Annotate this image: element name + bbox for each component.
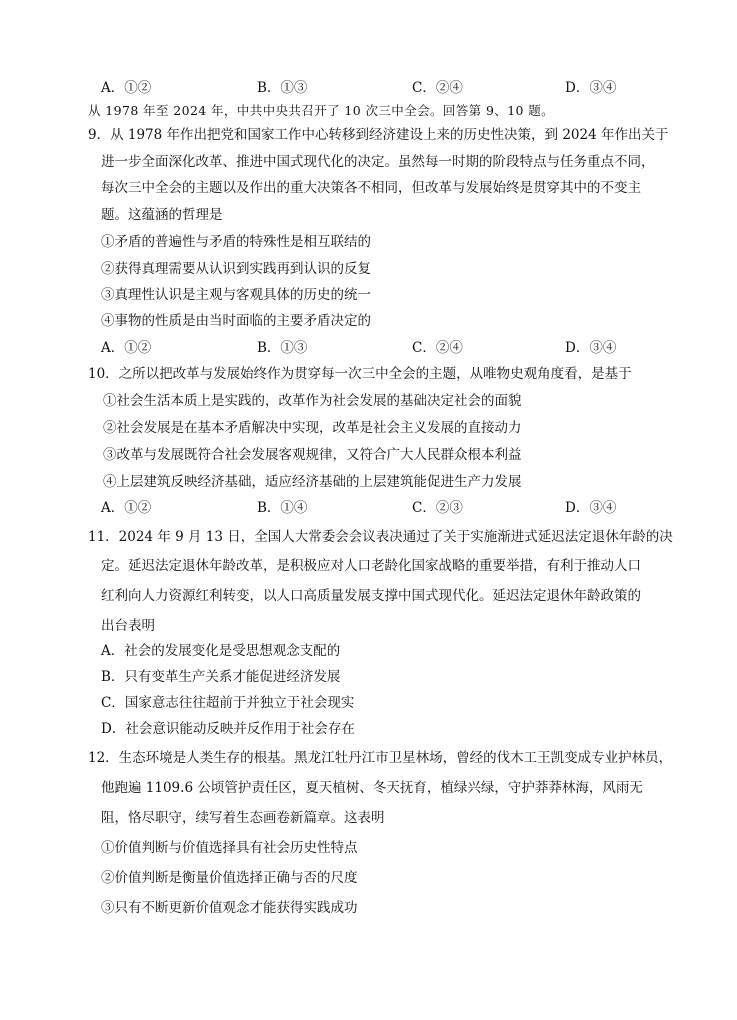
q9-stem-line: 题。这蕴涵的哲理是 [101, 207, 223, 223]
prev-question-options [101, 79, 661, 97]
q10-options [101, 499, 661, 517]
q11-stem-line: 出台表明 [101, 618, 155, 634]
q9-item: ③真理性认识是主观与客观具体的历史的统一 [101, 287, 371, 303]
option-a: A．①② [101, 500, 152, 516]
q9-options [101, 339, 661, 357]
q11-choice-d: D．社会意识能动反映并反作用于社会存在 [101, 721, 355, 737]
q9-stem-line: 每次三中全会的主题以及作出的重大决策各不相同，但改革与发展始终是贯穿其中的不变主 [101, 180, 641, 196]
option-b: B．①③ [257, 340, 308, 356]
q12-stem-line: 他跑遍 1109.6 公顷管护责任区，夏天植树、冬天抚育，植绿兴绿，守护莽莽林海，风雨无 [101, 780, 643, 796]
option-c: C．②③ [412, 500, 463, 516]
q10-item: ②社会发展是在基本矛盾解决中实现，改革是社会主义发展的直接动力 [103, 420, 522, 436]
q12-item: ②价值判断是衡量价值选择正确与否的尺度 [101, 870, 358, 886]
q11-choice-c: C．国家意志往往超前于并独立于社会现实 [101, 695, 355, 711]
q12-stem-line: 12．生态环境是人类生存的根基。黑龙江牡丹江市卫星林场，曾经的伐木工王凯变成专业护林员， [88, 750, 673, 766]
q10-stem-line: 10．之所以把改革与发展始终作为贯穿每一次三中全会的主题，从唯物史观角度看，是基于 [88, 366, 632, 382]
q11-stem-line: 红利向人力资源红利转变，以人口高质量发展支撑中国式现代化。延迟法定退休年龄政策的 [101, 588, 641, 604]
q9-item: ①矛盾的普遍性与矛盾的特殊性是相互联结的 [101, 234, 371, 250]
q11-choice-b: B．只有变革生产关系才能促进经济发展 [101, 669, 341, 685]
q12-item: ①价值判断与价值选择具有社会历史性特点 [101, 840, 358, 856]
option-d: D．③④ [565, 80, 617, 96]
option-b: B．①③ [257, 80, 308, 96]
q11-stem-line: 定。延迟法定退休年龄改革，是积极应对人口老龄化国家战略的重要举措，有利于推动人口 [101, 558, 641, 574]
q9-item: ②获得真理需要从认识到实践再到认识的反复 [101, 261, 371, 277]
q10-item: ①社会生活本质上是实践的，改革作为社会发展的基础决定社会的面貌 [103, 393, 522, 409]
option-c: C．②④ [412, 80, 463, 96]
q9-stem-line: 9．从 1978 年作出把党和国家工作中心转移到经济建设上来的历史性决策，到 2024 年作出关于 [88, 127, 669, 143]
option-b: B．①④ [257, 500, 308, 516]
option-d: D．③④ [565, 500, 617, 516]
q12-item: ③只有不断更新价值观念才能获得实践成功 [101, 900, 358, 916]
option-a: A．①② [101, 80, 152, 96]
option-c: C．②④ [412, 340, 463, 356]
option-a: A．①② [101, 340, 152, 356]
q12-stem-line: 阻，恪尽职守，续写着生态画卷新篇章。这表明 [101, 810, 385, 826]
option-d: D．③④ [565, 340, 617, 356]
q10-item: ④上层建筑反映经济基础，适应经济基础的上层建筑能促进生产力发展 [103, 474, 522, 490]
q10-item: ③改革与发展既符合社会发展客观规律，又符合广大人民群众根本利益 [103, 447, 522, 463]
q9-item: ④事物的性质是由当时面临的主要矛盾决定的 [101, 313, 371, 329]
section-intro: 从 1978 年至 2024 年，中共中央共召开了 10 次三中全会。回答第 9、10 题。 [88, 103, 555, 118]
q11-stem-line: 11．2024 年 9 月 13 日，全国人大常委会会议表决通过了关于实施渐进式延迟法定退休年龄的决 [88, 529, 673, 545]
q9-stem-line: 进一步全面深化改革、推进中国式现代化的决定。虽然每一时期的阶段特点与任务重点不同， [101, 154, 655, 170]
q11-choice-a: A．社会的发展变化是受思想观念支配的 [101, 643, 341, 659]
